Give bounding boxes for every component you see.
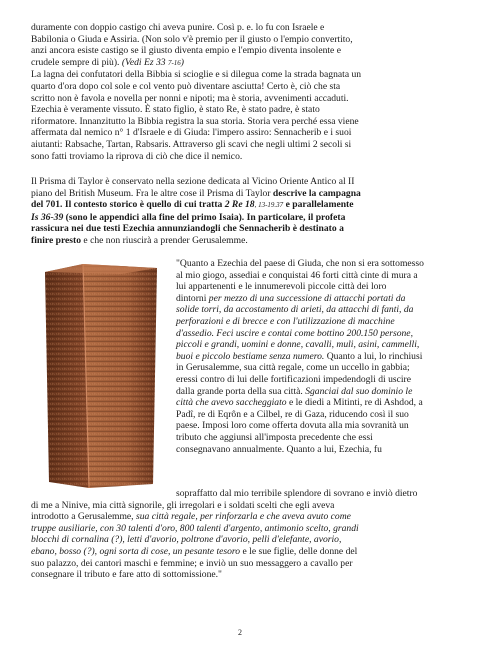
text-line: d'assedio. Feci uscire e contai come bottino 200.150 persone, (176, 327, 413, 339)
verse-range: 7-16 (167, 58, 181, 67)
text-line: crudele sempre di più). (31, 56, 122, 68)
text-line: sono fatti troviamo la riprova di ciò che dice il nemico. (31, 150, 243, 162)
text-fragment: Sganciai dal suo dominio le (305, 385, 413, 397)
text-line: suo palazzo, dei cantori maschi e femmine; e inviò un suo messaggero a cavallo per (31, 557, 353, 569)
text-line: tributo che aggiunsi all'imposta precedente che essi (176, 431, 373, 443)
text-fragment: e che non riuscirà a prender Gerusalemme. (81, 234, 248, 246)
text-line: in Gerusalemme, sua città regale, come un uccello in gabbia; (176, 362, 410, 374)
text-line: "Quanto a Ezechia del paese di Giuda, che non si era sottomesso (176, 258, 424, 269)
text-fragment: buoi e piccolo bestiame senza numero. (176, 350, 325, 362)
text-line: rassicura nei due testi Ezechia annunziandogli che Sennacherib è destinato a (31, 223, 344, 235)
quote-sennacherib (176, 258, 450, 455)
text-fragment: (sono le appendici alla fine del primo Isaia). In particolare, il profeta (63, 211, 346, 223)
text-line: piano del British Museum. Fra le altre cose il Prisma di Taylor (31, 187, 273, 199)
text-line: eressi contro di lui delle fortificazioni impedendogli di uscire (176, 373, 411, 385)
text-line: quarto d'ora dopo col sole e col vento può diventare asciutta! Certo è, ciò che sta (31, 80, 341, 92)
text-fragment: dintorni (176, 292, 209, 304)
paragraph-taylor-prism (31, 176, 450, 247)
text-line: Ezechia è veramente vissuto. È stato figlio, è stato Re, è stato padre, è stato (31, 104, 320, 116)
text-line: blocchi di cornalina (?), letti d'avorio, poltrone d'avorio, pelli d'elefante, avorio, (31, 534, 342, 546)
text-line: consegnavano annualmente. Quanto a lui, Ezechia, fu (176, 443, 382, 455)
text-line: perforazioni e di brecce e con l'utilizzazione di macchine (176, 315, 395, 327)
text-fragment: e le sue figlie, delle donne del (240, 545, 358, 557)
text-line: al mio giogo, assediai e conquistai 46 forti città cinte di mura a (176, 269, 418, 281)
text-fragment: e parallelamente (283, 199, 354, 211)
text-fragment: per mezzo di una successione di attacchi portati da (208, 292, 406, 304)
text-line: Il Prisma di Taylor è conservato nella sezione dedicata al Vicino Oriente Antico al II (31, 176, 355, 187)
text-line: consegnare il tributo e fare atto di sottomissione." (31, 569, 222, 581)
text-fragment: del 701. Il contesto storico è quello di cui tratta (31, 199, 225, 211)
text-fragment: ebano, bosso (?), ogni sorta di cose, un pesante tesoro (31, 545, 241, 557)
text-fragment: introdotto a Gerusalemme, (31, 511, 136, 523)
text-line: truppe ausiliarie, con 30 talenti d'oro, 800 talenti d'argento, antimonio scelto, grandi (31, 522, 359, 534)
text-fragment: dalla grande porta della sua città. (176, 385, 306, 397)
bible-reference: 2 Re 18 (224, 199, 255, 211)
text-line: solide torri, da accostamento di arieti, da attacchi di fanti, da (176, 304, 414, 316)
text-fragment: e le diedi a Mitinti, re di Ashdod, a (286, 397, 423, 409)
text-line: aiutanti: Rabsache, Tartan, Rabsaris. Attraverso gli scavi che negli ultimi 2 secoli si (31, 138, 352, 150)
text-line: sopraffatto dal mio terribile splendore di sovrano e inviò dietro (176, 488, 418, 499)
text-line: lui appartenenti e le innumerevoli piccole città dei loro (176, 281, 387, 293)
text-line: Padî, re di Eqrôn e a Cilbel, re di Gaza, riducendo così il suo (176, 408, 409, 420)
text-line: piccoli e grandi, uomini e donne, cavalli, muli, asini, cammelli, (176, 339, 420, 351)
text-line: paese. Imposi loro come offerta dovuta alla mia sovranità un (176, 420, 409, 432)
text-line: riformatore. Innanzitutto la Bibbia registra la sua storia. Storia vera perché essa viene (31, 115, 359, 127)
bible-reference: (Vedi Ez 33 (121, 56, 166, 68)
text-line: La lagna dei confutatori della Bibbia si scioglie e si dilegua come la strada bagnata un (31, 69, 362, 81)
text-line: di me a Ninive, mia città signorile, gli irregolari e i soldati scelti che egli aveva (31, 499, 335, 511)
taylor-prism-image (31, 262, 171, 490)
text-line: anzi ancora esiste castigo se il giusto diventa empio e l'empio diventa insolente e (31, 45, 341, 57)
paragraph-ezekiel (31, 22, 450, 162)
text-fragment: Quanto a lui, lo rinchiusi (324, 350, 423, 362)
quote-continuation (31, 488, 450, 581)
text-fragment: città che avevo saccheggiato (176, 397, 287, 409)
page-number: 2 (238, 628, 242, 637)
text-line: Babilonia o Giuda e Assiria. (Non solo v'è premio per il giusto o l'empio convertito, (31, 33, 353, 45)
verse-range: , 13-19.37 (254, 201, 284, 210)
bible-reference: Is 36-39 (31, 211, 64, 223)
text-fragment: descrive la campagna (272, 187, 361, 199)
text-fragment: ) (180, 56, 184, 68)
text-fragment: sua città regale, per rinforzarla e che aveva avuto come (135, 511, 351, 523)
text-line: scritto non è favola e novella per nonni e nipoti; ma è storia, avvenimenti accaduti. (31, 92, 349, 104)
text-line: duramente con doppio castigo chi aveva punire. Così p. e. lo fu con Israele e (31, 22, 325, 33)
text-line: affermata dal nemico n° 1 d'Israele e di Giuda: l'impero assiro: Sennacherib e i suoi (31, 127, 352, 139)
text-fragment: finire presto (31, 234, 82, 246)
